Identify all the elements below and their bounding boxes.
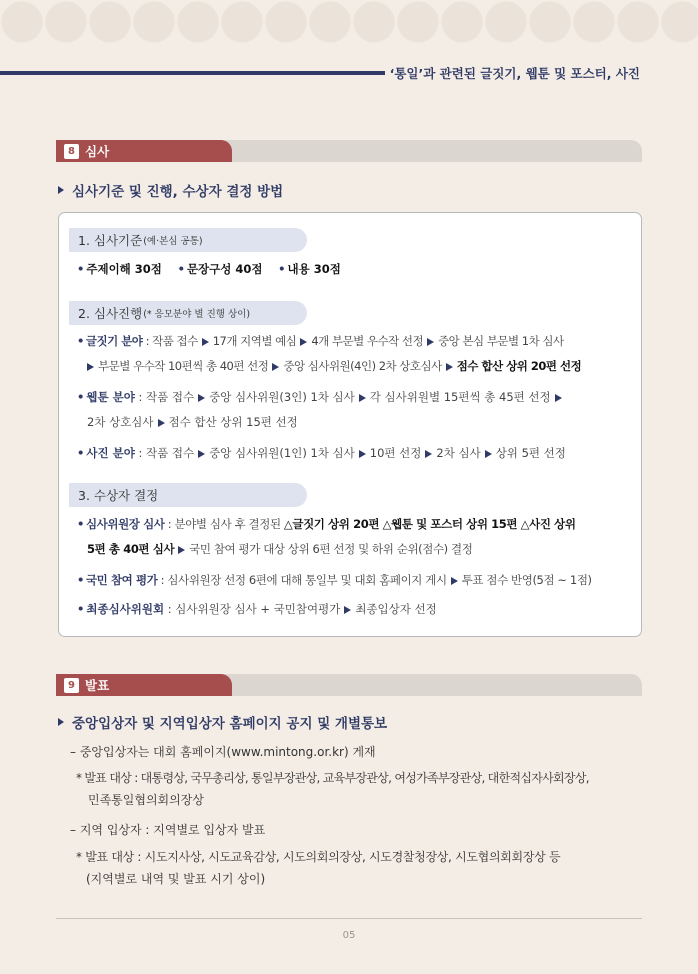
criteria-heading: 1. 심사기준 (예·본심 공통) bbox=[69, 228, 307, 252]
arrow-right-icon bbox=[446, 363, 453, 371]
arrow-right-icon bbox=[451, 577, 458, 585]
section-8-number: 8 bbox=[64, 144, 79, 159]
announcement-line: * 발표 대상 : 시도지사상, 시도교육감상, 시도의회의장상, 시도경찰청장상, 시도협의회회장상 등 bbox=[76, 850, 561, 864]
section-8-title: 심사 bbox=[85, 144, 110, 159]
section-9-number: 9 bbox=[64, 678, 79, 693]
process-heading: 2. 심사진행 (* 응모분야 별 진행 상이) bbox=[69, 301, 307, 325]
decorative-pattern bbox=[0, 0, 698, 50]
announcement-line: 민족통일협의회의장상 bbox=[88, 793, 204, 807]
section-8-subheading: 심사기준 및 진행, 수상자 결정 방법 bbox=[58, 180, 283, 200]
photo-process: • 사진 분야 : 작품 접수 중앙 심사위원(1인) 1차 심사 10편 선정 2차 심사 상위 5편 선정 bbox=[77, 446, 566, 460]
arrow-right-icon bbox=[198, 450, 205, 458]
arrow-right-icon bbox=[178, 546, 185, 554]
arrow-right-icon bbox=[555, 394, 562, 402]
arrow-right-icon bbox=[359, 394, 366, 402]
arrow-right-icon bbox=[427, 338, 434, 346]
arrow-right-icon bbox=[202, 338, 209, 346]
arrow-right-icon bbox=[158, 419, 165, 427]
final-committee: • 최종심사위원회 : 심사위원장 심사 + 국민참여평가 최종입상자 선정 bbox=[77, 602, 437, 616]
section-8-tab bbox=[56, 140, 232, 162]
page-number: 05 bbox=[342, 930, 356, 941]
writing-process: • 글짓기 분야 : 작품 접수 17개 지역별 예심 4개 부문별 우수작 선정 중앙 본심 부문별 1차 심사 부문별 우수작 10편씩 총 40편 선정 중앙 심사위원(4인) 2차 상호심사 점수 합산 상위 20편 선정 bbox=[77, 334, 582, 373]
section-9-bar bbox=[56, 674, 642, 696]
arrow-right-icon bbox=[485, 450, 492, 458]
criteria-item: 문장구성 40점 bbox=[186, 262, 263, 276]
arrow-right-icon bbox=[198, 394, 205, 402]
public-vote: • 국민 참여 평가 : 심사위원장 선정 6편에 대해 통일부 및 대회 홈페이지 게시 투표 점수 반영(5점 ~ 1점) bbox=[77, 573, 592, 587]
footer-rule bbox=[56, 918, 642, 919]
criteria-item: 내용 30점 bbox=[287, 262, 341, 276]
criteria-list: • 주제이해 30점 • 문장구성 40점 • 내용 30점 bbox=[77, 262, 341, 276]
header-title: ‘통일’과 관련된 글짓기, 웹툰 및 포스터, 사진 bbox=[389, 66, 640, 81]
arrow-right-icon bbox=[425, 450, 432, 458]
section-9-subheading: 중앙입상자 및 지역입상자 홈페이지 공지 및 개별통보 bbox=[58, 712, 387, 732]
webtoon-process: • 웹툰 분야 : 작품 접수 중앙 심사위원(3인) 1차 심사 각 심사위원별 15편씩 총 45편 선정 2차 상호심사 점수 합산 상위 15편 선정 bbox=[77, 385, 633, 435]
arrow-right-icon bbox=[87, 363, 94, 371]
announcement-line: – 중앙입상자는 대회 홈페이지(www.mintong.or.kr) 게재 bbox=[70, 745, 376, 759]
announcement-line: (지역별로 내역 및 발표 시기 상이) bbox=[86, 872, 266, 886]
header-rule bbox=[0, 71, 385, 75]
section-8-bar bbox=[56, 140, 642, 162]
announcement-line: * 발표 대상 : 대통령상, 국무총리상, 통일부장관상, 교육부장관상, 여성가족부장관상, 대한적십자사회장상, bbox=[76, 771, 589, 785]
arrow-right-icon bbox=[272, 363, 279, 371]
triangle-bullet-icon bbox=[58, 718, 64, 726]
arrow-right-icon bbox=[300, 338, 307, 346]
chair-review: • 심사위원장 심사 : 분야별 심사 후 결정된 △글짓기 상위 20편 △웹툰 및 포스터 상위 15편 △사진 상위 5편 총 40편 심사 국민 참여 평가 대상 상위 6편 선정 및 하위 순위(점수) 결정 bbox=[77, 517, 576, 556]
judging-box bbox=[58, 212, 642, 637]
triangle-bullet-icon bbox=[58, 186, 64, 194]
arrow-right-icon bbox=[344, 606, 351, 614]
section-9-tab bbox=[56, 674, 232, 696]
section-9-title: 발표 bbox=[85, 678, 110, 693]
criteria-item: 주제이해 30점 bbox=[86, 262, 162, 276]
announcement-line: – 지역 입상자 : 지역별로 입상자 발표 bbox=[70, 823, 266, 837]
arrow-right-icon bbox=[359, 450, 366, 458]
winners-heading: 3. 수상자 결정 bbox=[69, 483, 307, 507]
